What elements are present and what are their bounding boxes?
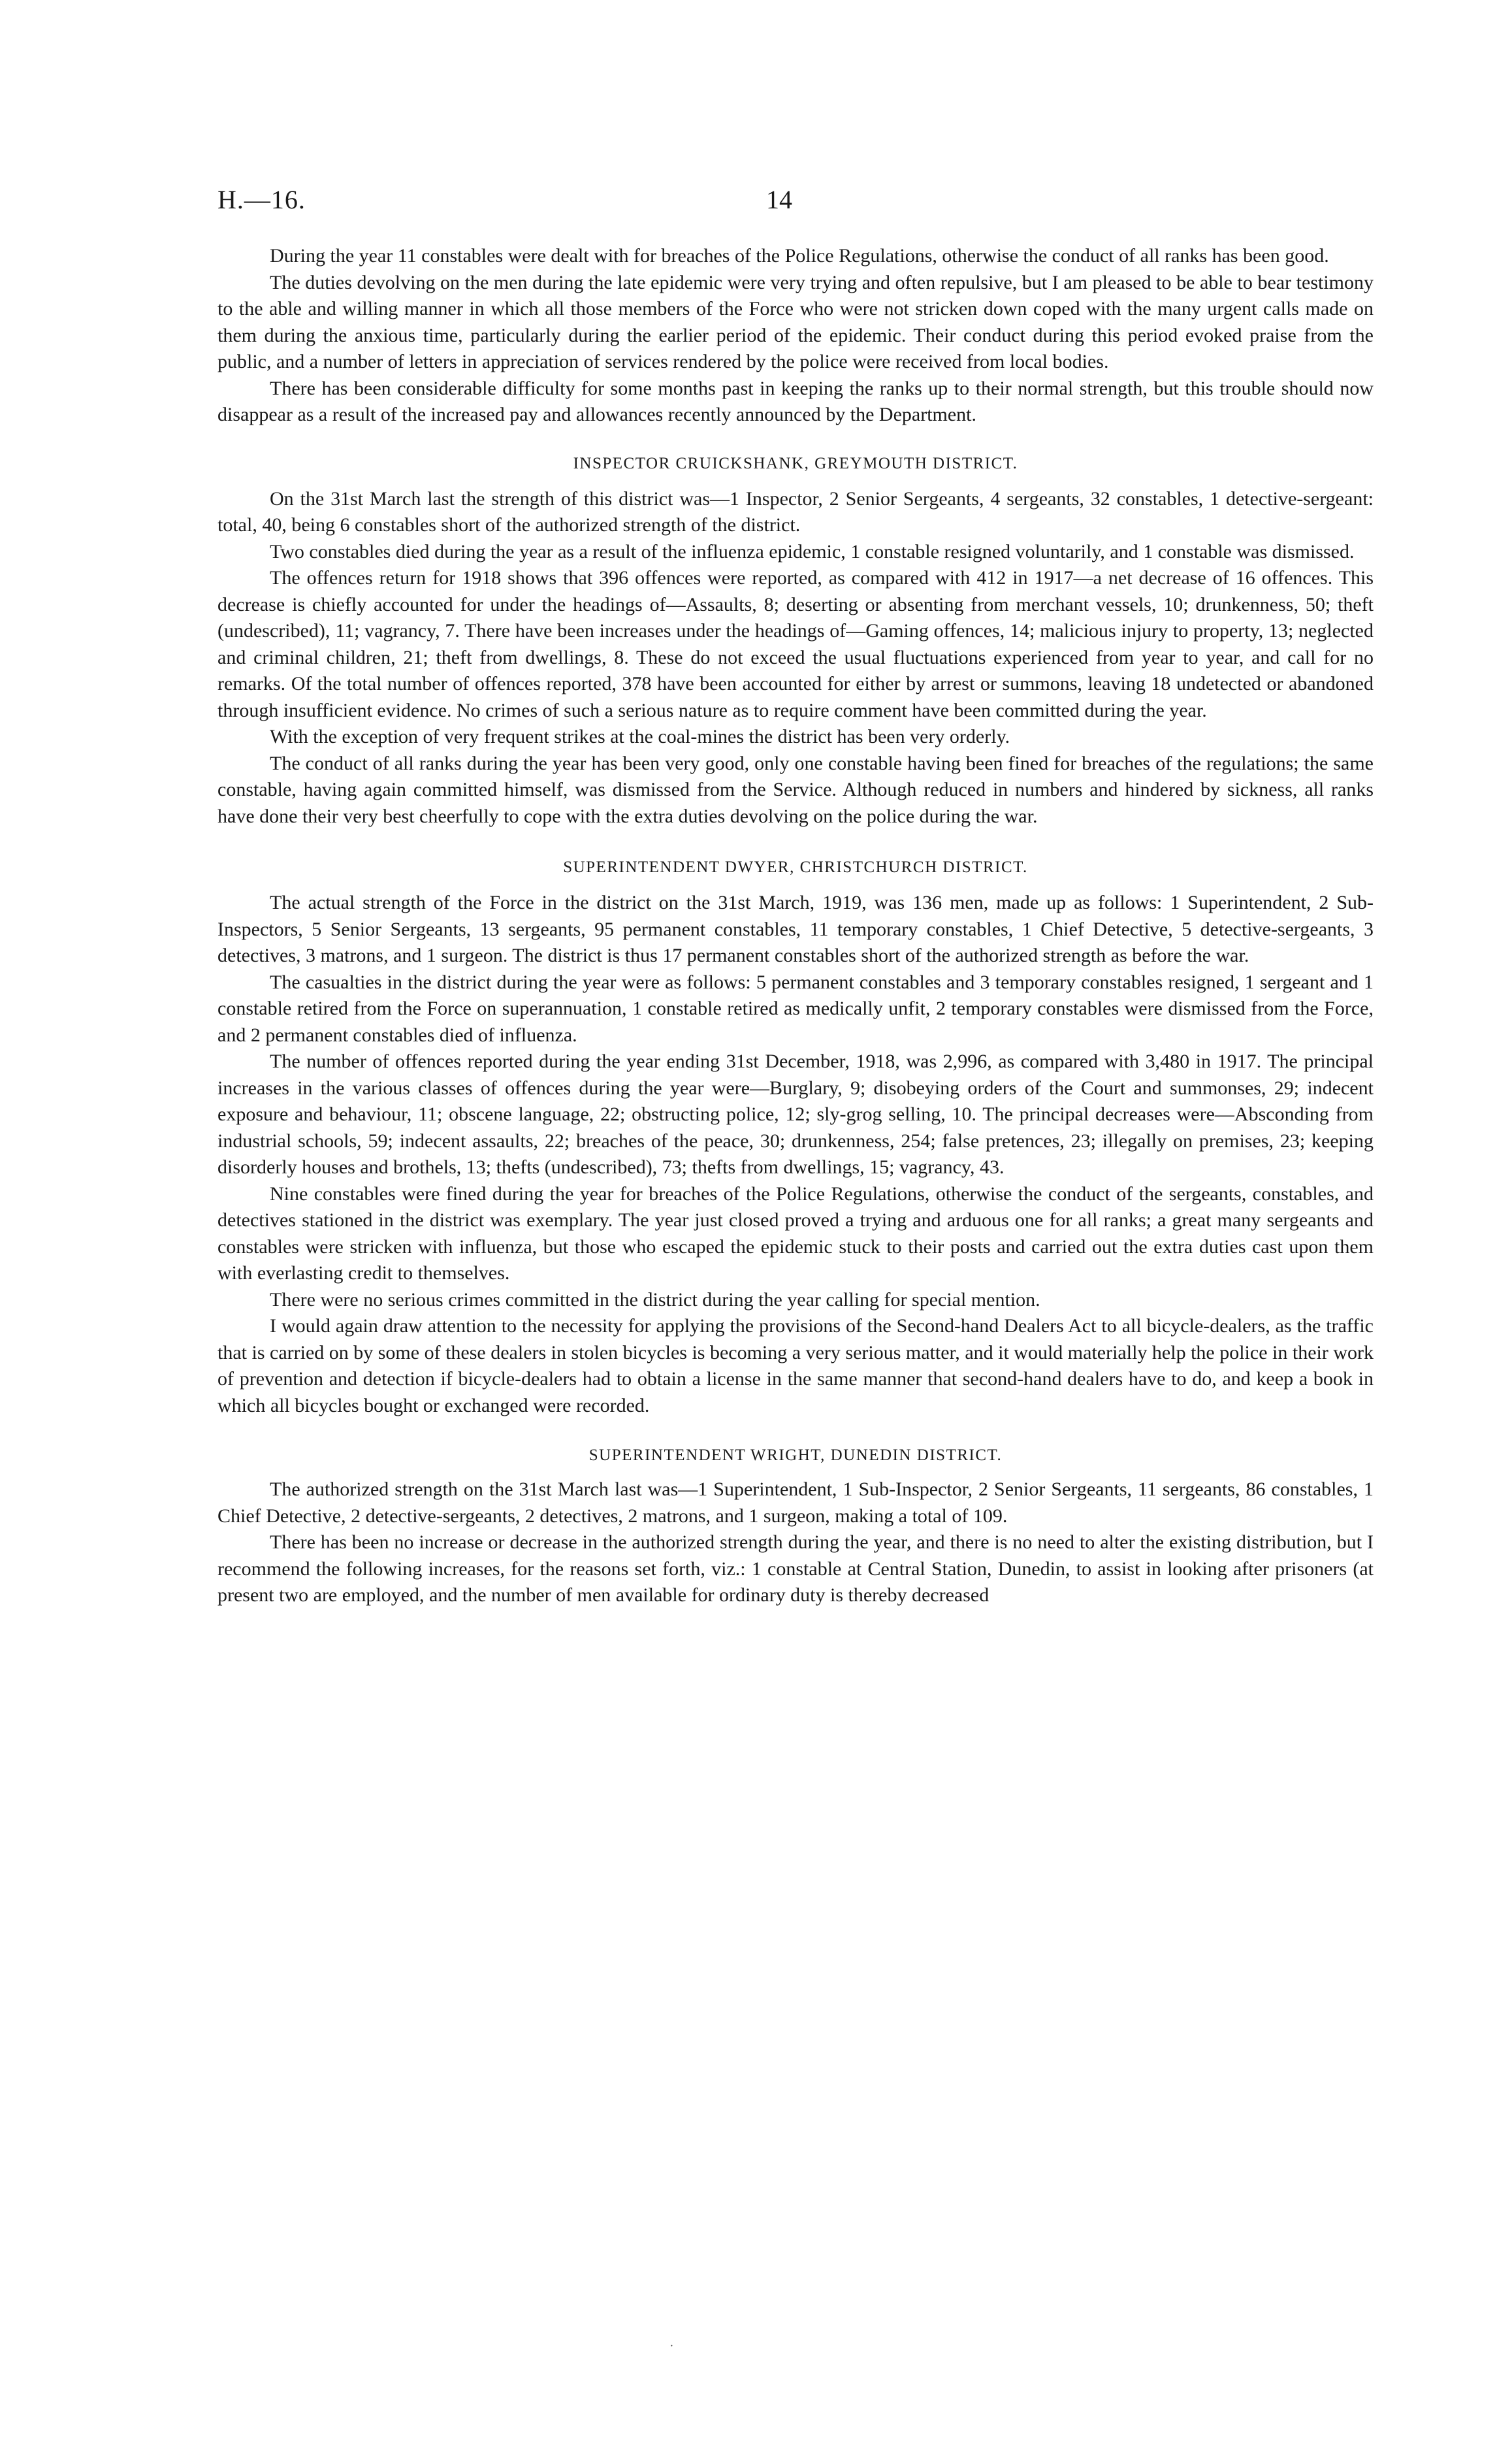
paragraph: There were no serious crimes committed in the district during the year calling for special mention. [270,1288,1040,1311]
paragraph: The offences return for 1918 shows that 396 offences were reported, as compared with 412 in 1917—a net decrease of 16 offences. This decrease is chiefly accounted for under the headings of—Assaults, 8; deserting or absenting from merchant vessels, 10; drunkenness, 50; theft (undescribed), 11; vagrancy, 7. There have been increases under the headings of—Gaming offences, 14; malicious injury to property, 13; neglected and criminal children, 21; theft from dwellings, 8. These do not exceed the usual fluctuations experienced from year to year, and call for no remarks. Of the total number of offences reported, 378 have been accounted for either by arrest or summons, leaving 18 undetected or abandoned through insufficient evidence. No crimes of such a serious nature as to require comment have been committed during the year. [217,567,1374,721]
paragraph: I would again draw attention to the necessity for applying the provisions of the Second-hand Dealers Act to all bicycle-dealers, as the traffic that is carried on by some of these dealers in stolen bicycles is becoming a very serious matter, and it would materially help the police in their work of prevention and detection if bicycle-dealers had to obtain a license in the same manner that second-hand dealers have to do, and keep a book in which all bicycles bought or exchanged were recorded. [217,1315,1374,1416]
paragraph: The actual strength of the Force in the district on the 31st March, 1919, was 136 men, made up as follows: 1 Superintendent, 2 Sub-Inspectors, 5 Senior Sergeants, 13 sergeants, 95 permanent constables, 11 temporary constables, 1 Chief Detective, 5 detective-sergeants, 3 detectives, 3 matrons, and 1 surgeon. The district is thus 17 permanent constables short of the authorized strength as before the war. [217,892,1374,966]
page-header [217,184,1374,223]
paragraph: There has been no increase or decrease in the authorized strength during the year, and there is no need to alter the existing distribution, but I recommend the following increases, for the reasons set forth, viz.: 1 constable at Central Station, Dunedin, to assist in looking after prisoners (at present two are employed, and the number of men available for ordinary duty is thereby decreased [217,1531,1374,1606]
paragraph: The casualties in the district during the year were as follows: 5 permanent constables and 3 temporary constables resigned, 1 sergeant and 1 constable retired from the Force on superannuation, 1 constable retired as medically unfit, 2 temporary constables were dismissed from the Force, and 2 permanent constables died of influenza. [217,971,1374,1046]
section-heading-dunedin: SUPERINTENDENT WRIGHT, DUNEDIN DISTRICT. [588,1446,1003,1464]
paragraph: During the year 11 constables were dealt with for breaches of the Police Regulations, otherwise the conduct of all ranks has been good. [270,245,1329,267]
document-reference: H.—16. [217,185,306,214]
paragraph: Two constables died during the year as a result of the influenza epidemic, 1 constable resigned voluntarily, and 1 constable was dismissed. [270,540,1355,563]
section-heading-greymouth: INSPECTOR CRUICKSHANK, GREYMOUTH DISTRICT. [573,454,1018,472]
report-body [217,243,1374,1609]
page-number: 14 [766,185,792,214]
paragraph: The duties devolving on the men during the late epidemic were very trying and often repulsive, but I am pleased to be able to bear testimony to the able and willing manner in which all those members of the Force who were not stricken down coped with the many urgent calls made on them during the anxious time, particularly during the earlier period of the epidemic. Their conduct during this period evoked praise from the public, and a number of letters in appreciation of services rendered by the police were received from local bodies. [217,271,1374,372]
page-mark: · [669,2339,674,2353]
paragraph: The number of offences reported during the year ending 31st December, 1918, was 2,996, as compared with 3,480 in 1917. The principal increases in the various classes of offences during the year were—Burglary, 9; disobeying orders of the Court and summonses, 29; indecent exposure and behaviour, 11; obscene language, 22; obstructing police, 12; sly-grog selling, 10. The principal decreases were—Absconding from industrial schools, 59; indecent assaults, 22; breaches of the peace, 30; drunkenness, 254; false pretences, 23; illegally on premises, 23; keeping disorderly houses and brothels, 13; thefts (undescribed), 73; thefts from dwellings, 15; vagrancy, 43. [217,1051,1374,1178]
paragraph: Nine constables were fined during the year for breaches of the Police Regulations, otherwise the conduct of the sergeants, constables, and detectives stationed in the district was exemplary. The year just closed proved a trying and arduous one for all ranks; a great many sergeants and constables were stricken with influenza, but those who escaped the epidemic stuck to their posts and carried out the extra duties cast upon them with everlasting credit to themselves. [217,1182,1374,1284]
paragraph: The conduct of all ranks during the year has been very good, only one constable having been fined for breaches of the regulations; the same constable, having again committed himself, was dismissed from the Service. Although reduced in numbers and hindered by sickness, all ranks have done their very best cheerfully to cope with the extra duties devolving on the police during the war. [217,752,1374,827]
section-heading-christchurch: SUPERINTENDENT DWYER, CHRISTCHURCH DISTRICT. [563,858,1028,876]
paragraph: The authorized strength on the 31st March last was—1 Superintendent, 1 Sub-Inspector, 2 Senior Sergeants, 11 sergeants, 86 constables, 1 Chief Detective, 2 detective-sergeants, 2 detectives, 2 matrons, and 1 surgeon, making a total of 109. [217,1478,1374,1527]
paragraph: On the 31st March last the strength of this district was—1 Inspector, 2 Senior Sergeants, 4 sergeants, 32 constables, 1 detective-sergeant: total, 40, being 6 constables short of the authorized strength of the district. [217,487,1374,536]
paragraph: With the exception of very frequent strikes at the coal-mines the district has been very orderly. [270,726,1010,747]
paragraph: There has been considerable difficulty for some months past in keeping the ranks up to their normal strength, but this trouble should now disappear as a result of the increased pay and allowances recently announced by the Department. [217,377,1374,425]
